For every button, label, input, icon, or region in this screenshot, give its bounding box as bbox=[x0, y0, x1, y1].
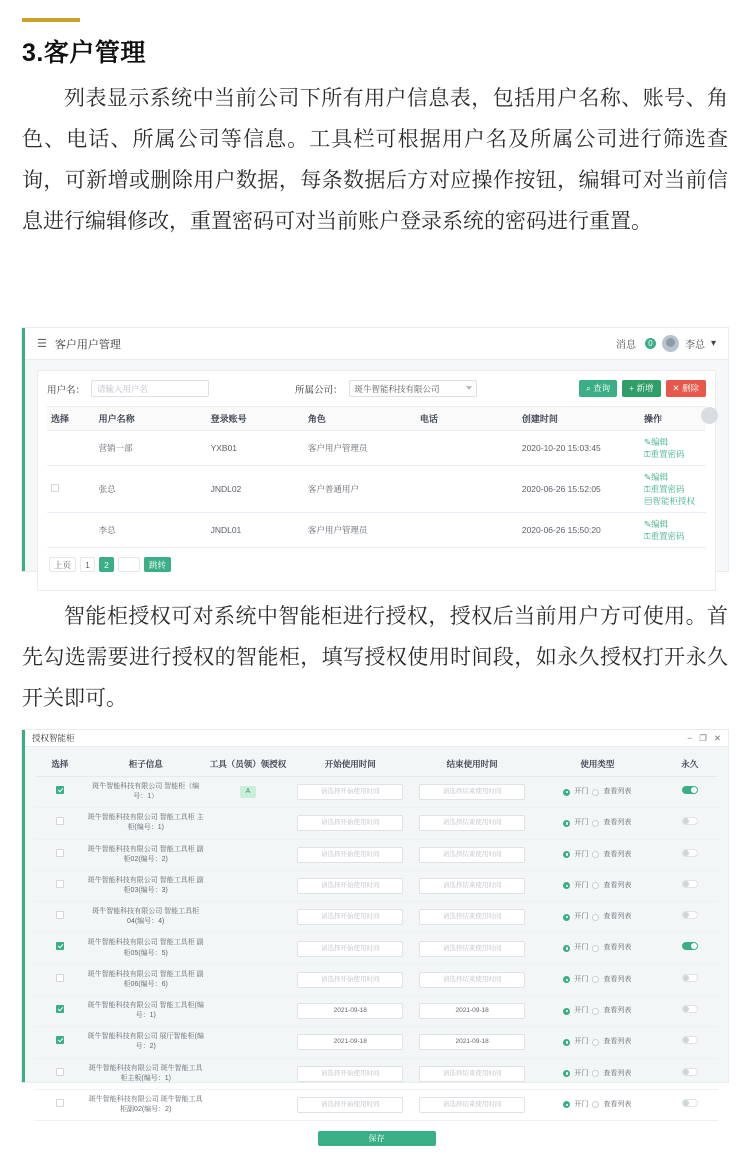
row-select-cell[interactable] bbox=[35, 1089, 85, 1120]
col-end-time: 结束使用时间 bbox=[411, 754, 533, 777]
usage-radio-open[interactable] bbox=[563, 882, 570, 889]
cell-usage bbox=[533, 839, 662, 870]
key-icon: ⚿ bbox=[643, 449, 651, 459]
usage-radio-open[interactable] bbox=[563, 914, 570, 921]
col-permanent: 永久 bbox=[662, 754, 718, 777]
row-checkbox-cell[interactable] bbox=[47, 466, 95, 513]
table-row bbox=[35, 902, 718, 933]
usage-radio-list[interactable] bbox=[592, 1008, 599, 1015]
start-date-input[interactable]: 请选择开始使用时间 bbox=[297, 1097, 403, 1113]
cell-phone bbox=[416, 513, 518, 548]
chevron-down-icon bbox=[466, 386, 472, 390]
col-created: 创建时间 bbox=[518, 407, 640, 431]
usage-radio-list[interactable] bbox=[592, 882, 599, 889]
permanent-toggle[interactable] bbox=[682, 1068, 698, 1076]
usage-radio-open[interactable] bbox=[563, 1070, 570, 1077]
usage-label-list: 查看列表 bbox=[603, 850, 632, 858]
cell-cabinet: 斑牛智能科技有限公司 智能工具柜 副柜02(编号：2) bbox=[85, 839, 207, 870]
cell-start[interactable] bbox=[289, 1089, 411, 1120]
usage-radio-open[interactable] bbox=[563, 851, 570, 858]
usage-radio-list[interactable] bbox=[592, 914, 599, 921]
cell-role: 客户用户管理员 bbox=[304, 431, 416, 466]
usage-label-list: 查看列表 bbox=[603, 1100, 632, 1108]
cell-account: JNDL01 bbox=[207, 513, 304, 548]
start-date-input[interactable]: 请选择开始使用时间 bbox=[297, 878, 403, 894]
cell-usage bbox=[533, 1058, 662, 1089]
cell-cabinet: 斑牛智能科技有限公司 智能工具柜04(编号：4) bbox=[85, 902, 207, 933]
page-1-button[interactable]: 1 bbox=[80, 557, 95, 572]
edit-link[interactable]: ✎编辑 bbox=[643, 472, 669, 482]
row-checkbox-cell[interactable] bbox=[47, 513, 95, 548]
cell-tool-auth[interactable] bbox=[207, 995, 290, 1026]
cell-cabinet: 斑牛智能科技有限公司 展厅智能柜(编号：2) bbox=[85, 1027, 207, 1058]
cell-start[interactable] bbox=[289, 1058, 411, 1089]
cell-phone bbox=[416, 431, 518, 466]
pencil-icon: ✎ bbox=[643, 519, 652, 529]
cell-cabinet: 斑牛智能科技有限公司 智能工具柜 副柜03(编号：3) bbox=[85, 870, 207, 901]
cell-usage bbox=[533, 902, 662, 933]
usage-radio-list[interactable] bbox=[592, 1039, 599, 1046]
permanent-toggle[interactable] bbox=[682, 849, 698, 857]
table-row bbox=[35, 995, 718, 1026]
app-title: 客户用户管理 bbox=[54, 338, 121, 351]
col-account: 登录账号 bbox=[207, 407, 304, 431]
end-date-input[interactable]: 请选择结束使用时间 bbox=[419, 878, 525, 894]
cell-end[interactable] bbox=[411, 808, 533, 839]
usage-radio-list[interactable] bbox=[592, 945, 599, 952]
cell-end[interactable] bbox=[411, 933, 533, 964]
col-select: 选择 bbox=[35, 754, 85, 777]
cell-usage bbox=[533, 1089, 662, 1120]
start-date-input[interactable]: 请选择开始使用时间 bbox=[297, 784, 403, 800]
permanent-toggle[interactable] bbox=[682, 1099, 698, 1107]
reset-password-link[interactable]: ⚿重置密码 bbox=[643, 449, 685, 459]
reset-password-link[interactable]: ⚿重置密码 bbox=[643, 531, 685, 541]
add-button[interactable] bbox=[622, 380, 660, 397]
cell-end[interactable] bbox=[411, 902, 533, 933]
row-checkbox[interactable] bbox=[56, 974, 64, 982]
cell-end[interactable] bbox=[411, 995, 533, 1026]
cell-permanent[interactable] bbox=[662, 870, 718, 901]
table-row bbox=[35, 964, 718, 995]
end-date-input[interactable]: 请选择结束使用时间 bbox=[419, 784, 525, 800]
cell-cabinet: 斑牛智能科技有限公司 智能工具柜(编号：1) bbox=[85, 995, 207, 1026]
page-jump-button[interactable]: 跳转 bbox=[144, 557, 171, 572]
cabinet-auth-link[interactable]: ▤智能柜授权 bbox=[643, 496, 695, 506]
content-card bbox=[37, 370, 716, 591]
usage-label-open: 开门 bbox=[574, 1069, 589, 1077]
cell-end[interactable] bbox=[411, 1027, 533, 1058]
cell-permanent[interactable] bbox=[662, 964, 718, 995]
usage-label-open: 开门 bbox=[574, 819, 589, 827]
usage-radio-list[interactable] bbox=[592, 851, 599, 858]
table-row bbox=[35, 1089, 718, 1120]
cell-cabinet: 斑牛智能科技有限公司 智能工具柜 副柜05(编号：5) bbox=[85, 933, 207, 964]
row-checkbox[interactable] bbox=[56, 880, 64, 888]
close-icon: ✕ bbox=[672, 383, 682, 393]
start-date-input[interactable]: 请选择开始使用时间 bbox=[297, 847, 403, 863]
row-checkbox[interactable] bbox=[51, 484, 59, 492]
usage-label-open: 开门 bbox=[574, 788, 589, 796]
cell-permanent[interactable] bbox=[662, 933, 718, 964]
row-checkbox[interactable] bbox=[56, 849, 64, 857]
cell-tool-auth[interactable] bbox=[207, 1089, 290, 1120]
cell-usage bbox=[533, 964, 662, 995]
cell-ops bbox=[640, 431, 706, 466]
page-jump-input[interactable] bbox=[118, 557, 140, 572]
usage-label-list: 查看列表 bbox=[603, 1038, 632, 1046]
cell-created: 2020-10-20 15:03:45 bbox=[518, 431, 640, 466]
cell-start[interactable] bbox=[289, 1027, 411, 1058]
cell-permanent[interactable] bbox=[662, 902, 718, 933]
cell-account: YXB01 bbox=[207, 431, 304, 466]
company-select-value: 斑牛智能科技有限公司 bbox=[354, 384, 440, 394]
cell-created: 2020-06-26 15:52:05 bbox=[518, 466, 640, 513]
row-checkbox-cell[interactable] bbox=[47, 431, 95, 466]
cell-end[interactable] bbox=[411, 964, 533, 995]
cell-permanent[interactable] bbox=[662, 839, 718, 870]
user-name[interactable]: 李总 bbox=[684, 340, 705, 351]
cell-usage bbox=[533, 1027, 662, 1058]
permanent-toggle[interactable] bbox=[682, 942, 698, 950]
usage-label-open: 开门 bbox=[574, 913, 589, 921]
usage-label-open: 开门 bbox=[574, 944, 589, 952]
usage-radio-list[interactable] bbox=[592, 976, 599, 983]
start-date-input[interactable]: 2021-09-18 bbox=[297, 1034, 403, 1050]
usage-radio-list[interactable] bbox=[592, 820, 599, 827]
cell-start[interactable] bbox=[289, 870, 411, 901]
table-row bbox=[35, 1027, 718, 1058]
cell-start[interactable] bbox=[289, 933, 411, 964]
start-date-input[interactable]: 2021-09-18 bbox=[297, 1003, 403, 1019]
paragraph-2: 智能柜授权可对系统中智能柜进行授权，授权后当前用户方可使用。首先勾选需要进行授权的智能柜，填写授权使用时间段，如永久授权打开永久开关即可。 bbox=[22, 605, 728, 710]
col-start-time: 开始使用时间 bbox=[289, 754, 411, 777]
cell-usage bbox=[533, 933, 662, 964]
cell-start[interactable] bbox=[289, 839, 411, 870]
toolbar-buttons bbox=[579, 380, 706, 397]
cell-cabinet: 斑牛智能科技有限公司 智能工具柜 副柜06(编号：6) bbox=[85, 964, 207, 995]
cell-name: 李总 bbox=[95, 513, 207, 548]
dialog-body bbox=[25, 747, 728, 1154]
end-date-input[interactable]: 2021-09-18 bbox=[419, 1003, 525, 1019]
usage-radio-open[interactable] bbox=[563, 1008, 570, 1015]
maximize-icon[interactable]: ❐ bbox=[699, 732, 707, 743]
start-date-input[interactable]: 请选择开始使用时间 bbox=[297, 815, 403, 831]
table-row bbox=[35, 808, 718, 839]
col-tool-auth: 工具（员领）领授权 bbox=[207, 754, 290, 777]
cell-start[interactable] bbox=[289, 777, 411, 808]
edit-link[interactable]: ✎编辑 bbox=[643, 519, 669, 529]
cell-tool-auth[interactable] bbox=[207, 808, 290, 839]
col-phone: 电话 bbox=[416, 407, 518, 431]
table-row bbox=[35, 933, 718, 964]
end-date-input[interactable]: 请选择结束使用时间 bbox=[419, 1097, 525, 1113]
username-filter-label: 用户名： bbox=[47, 384, 86, 396]
save-row bbox=[35, 1121, 718, 1154]
row-checkbox[interactable] bbox=[56, 1099, 64, 1107]
col-role: 角色 bbox=[304, 407, 416, 431]
usage-label-open: 开门 bbox=[574, 975, 589, 983]
company-filter-label: 所属公司： bbox=[295, 384, 343, 396]
delete-button[interactable] bbox=[666, 380, 707, 397]
dialog-titlebar bbox=[25, 730, 728, 747]
user-table bbox=[47, 406, 706, 548]
cell-ops bbox=[640, 466, 706, 513]
cell-cabinet: 斑牛智能科技有限公司 智能柜（编号：1） bbox=[85, 777, 207, 808]
col-ops: 操作 bbox=[640, 407, 706, 431]
cell-permanent[interactable] bbox=[662, 777, 718, 808]
title-accent-bar bbox=[22, 18, 80, 22]
start-date-input[interactable]: 请选择开始使用时间 bbox=[297, 972, 403, 988]
row-select-cell[interactable] bbox=[35, 1027, 85, 1058]
cell-tool-auth[interactable] bbox=[207, 1027, 290, 1058]
permanent-toggle[interactable] bbox=[682, 1036, 698, 1044]
usage-label-list: 查看列表 bbox=[603, 819, 632, 827]
table-row bbox=[47, 431, 706, 466]
usage-radio-open[interactable] bbox=[563, 976, 570, 983]
key-icon: ⚿ bbox=[643, 484, 651, 494]
usage-radio-list[interactable] bbox=[592, 789, 599, 796]
cell-account: JNDL02 bbox=[207, 466, 304, 513]
usage-radio-open[interactable] bbox=[563, 945, 570, 952]
cell-permanent[interactable] bbox=[662, 808, 718, 839]
page-2-button[interactable]: 2 bbox=[99, 557, 114, 572]
chevron-down-icon[interactable]: ▾ bbox=[710, 338, 716, 349]
usage-label-open: 开门 bbox=[574, 1038, 589, 1046]
cabinet-table bbox=[35, 754, 718, 1121]
start-date-input[interactable]: 请选择开始使用时间 bbox=[297, 909, 403, 925]
usage-radio-open[interactable] bbox=[563, 820, 570, 827]
table-header-row bbox=[47, 407, 706, 431]
cell-cabinet: 斑牛智能科技有限公司 斑牛智能工具柜副02(编号：2) bbox=[85, 1089, 207, 1120]
cell-tool-auth[interactable] bbox=[207, 933, 290, 964]
save-button[interactable]: 保存 bbox=[318, 1131, 436, 1146]
usage-label-open: 开门 bbox=[574, 1100, 589, 1108]
col-usage-type: 使用类型 bbox=[533, 754, 662, 777]
usage-label-list: 查看列表 bbox=[603, 944, 632, 952]
col-name: 用户名称 bbox=[95, 407, 207, 431]
row-checkbox[interactable] bbox=[56, 817, 64, 825]
screenshot-user-management bbox=[22, 328, 728, 571]
usage-radio-open[interactable] bbox=[563, 1101, 570, 1108]
cell-end[interactable] bbox=[411, 839, 533, 870]
row-select-cell[interactable] bbox=[35, 1058, 85, 1089]
cell-tool-auth[interactable] bbox=[207, 839, 290, 870]
edit-link[interactable]: ✎编辑 bbox=[643, 437, 669, 447]
search-button-label: 查询 bbox=[593, 383, 611, 393]
pagination bbox=[47, 548, 706, 582]
permanent-toggle[interactable] bbox=[682, 880, 698, 888]
cell-name: 张总 bbox=[95, 466, 207, 513]
permanent-toggle[interactable] bbox=[682, 817, 698, 825]
cell-tool-auth[interactable] bbox=[207, 777, 290, 808]
plus-icon: + bbox=[629, 383, 637, 393]
usage-label-list: 查看列表 bbox=[603, 975, 632, 983]
cabinet-icon: ▤ bbox=[643, 496, 653, 506]
row-select-cell[interactable] bbox=[35, 870, 85, 901]
app-header bbox=[25, 328, 728, 360]
cell-start[interactable] bbox=[289, 808, 411, 839]
row-select-cell[interactable] bbox=[35, 964, 85, 995]
col-select: 选择 bbox=[47, 407, 95, 431]
usage-radio-open[interactable] bbox=[563, 789, 570, 796]
row-select-cell[interactable] bbox=[35, 839, 85, 870]
app-body bbox=[25, 360, 728, 591]
cell-usage bbox=[533, 808, 662, 839]
row-select-cell[interactable] bbox=[35, 933, 85, 964]
cell-permanent[interactable] bbox=[662, 1027, 718, 1058]
cell-name: 营销一部 bbox=[95, 431, 207, 466]
cell-phone bbox=[416, 466, 518, 513]
row-checkbox[interactable] bbox=[56, 1005, 64, 1013]
close-icon[interactable]: ✕ bbox=[713, 732, 721, 743]
table-row bbox=[47, 466, 706, 513]
filter-toolbar bbox=[47, 380, 706, 397]
row-select-cell[interactable] bbox=[35, 902, 85, 933]
cell-end[interactable] bbox=[411, 1058, 533, 1089]
row-checkbox[interactable] bbox=[56, 942, 64, 950]
avatar bbox=[662, 335, 679, 352]
pencil-icon: ✎ bbox=[643, 437, 652, 447]
username-input[interactable]: 请输入用户名 bbox=[91, 380, 209, 397]
usage-label-list: 查看列表 bbox=[603, 881, 632, 889]
permanent-toggle[interactable] bbox=[682, 974, 698, 982]
end-date-input[interactable]: 请选择结束使用时间 bbox=[419, 847, 525, 863]
add-button-label: 新增 bbox=[636, 383, 654, 393]
usage-radio-list[interactable] bbox=[592, 1070, 599, 1077]
cell-created: 2020-06-26 15:50:20 bbox=[518, 513, 640, 548]
row-select-cell[interactable] bbox=[35, 777, 85, 808]
usage-radio-open[interactable] bbox=[563, 1039, 570, 1046]
cell-usage bbox=[533, 777, 662, 808]
search-icon: ⌕ bbox=[586, 383, 594, 393]
row-checkbox[interactable] bbox=[56, 911, 64, 919]
message-label[interactable]: 消息 bbox=[615, 340, 636, 351]
cell-tool-auth[interactable] bbox=[207, 870, 290, 901]
start-date-input[interactable]: 请选择开始使用时间 bbox=[297, 1066, 403, 1082]
permanent-toggle[interactable] bbox=[682, 786, 698, 794]
window-buttons bbox=[687, 733, 721, 744]
usage-label-list: 查看列表 bbox=[603, 1007, 632, 1015]
row-checkbox[interactable] bbox=[56, 1036, 64, 1044]
cell-end[interactable] bbox=[411, 1089, 533, 1120]
row-select-cell[interactable] bbox=[35, 995, 85, 1026]
usage-label-list: 查看列表 bbox=[603, 1069, 632, 1077]
end-date-input[interactable]: 请选择结束使用时间 bbox=[419, 941, 525, 957]
cell-end[interactable] bbox=[411, 870, 533, 901]
permanent-toggle[interactable] bbox=[682, 911, 698, 919]
minimize-icon[interactable]: − bbox=[687, 732, 693, 743]
cell-permanent[interactable] bbox=[662, 1089, 718, 1120]
cell-start[interactable] bbox=[289, 964, 411, 995]
end-date-input[interactable]: 请选择结束使用时间 bbox=[419, 909, 525, 925]
cell-permanent[interactable] bbox=[662, 1058, 718, 1089]
hamburger-icon[interactable]: ☰ bbox=[37, 338, 47, 350]
key-icon: ⚿ bbox=[643, 531, 651, 541]
permanent-toggle[interactable] bbox=[682, 1005, 698, 1013]
end-date-input[interactable]: 请选择结束使用时间 bbox=[419, 815, 525, 831]
usage-label-open: 开门 bbox=[574, 850, 589, 858]
cell-role: 客户普通用户 bbox=[304, 466, 416, 513]
usage-label-open: 开门 bbox=[574, 881, 589, 889]
col-cabinet-info: 柜子信息 bbox=[85, 754, 207, 777]
reset-password-link[interactable]: ⚿重置密码 bbox=[643, 484, 685, 494]
message-badge: 0 bbox=[645, 338, 656, 349]
cell-start[interactable] bbox=[289, 995, 411, 1026]
cell-role: 客户用户管理员 bbox=[304, 513, 416, 548]
row-checkbox[interactable] bbox=[56, 786, 64, 794]
prev-page-button[interactable]: 上页 bbox=[49, 557, 76, 572]
cell-start[interactable] bbox=[289, 902, 411, 933]
paragraph-1: 列表显示系统中当前公司下所有用户信息表，包括用户名称、账号、角色、电话、所属公司等信息。工具栏可根据用户名及所属公司进行筛选查询，可新增或删除用户数据，每条数据后方对应操作按钮，编辑可对当前信息进行编辑修改，重置密码可对当前账户登录系统的密码进行重置。 bbox=[22, 87, 728, 233]
end-date-input[interactable]: 请选择结束使用时间 bbox=[419, 972, 525, 988]
cell-end[interactable] bbox=[411, 777, 533, 808]
tool-tag: A bbox=[240, 786, 257, 798]
cell-tool-auth[interactable] bbox=[207, 902, 290, 933]
cell-cabinet: 斑牛智能科技有限公司 智能工具柜 主柜(编号：1) bbox=[85, 808, 207, 839]
usage-label-list: 查看列表 bbox=[603, 788, 632, 796]
usage-radio-list[interactable] bbox=[592, 1101, 599, 1108]
company-select[interactable] bbox=[349, 380, 477, 397]
start-date-input[interactable]: 请选择开始使用时间 bbox=[297, 941, 403, 957]
pencil-icon: ✎ bbox=[643, 472, 652, 482]
table-row bbox=[35, 839, 718, 870]
table-row bbox=[35, 870, 718, 901]
screenshot-cabinet-authorization bbox=[22, 730, 728, 1144]
cell-usage bbox=[533, 995, 662, 1026]
table-row bbox=[47, 513, 706, 548]
scroll-thumb[interactable] bbox=[701, 407, 718, 424]
cell-tool-auth[interactable] bbox=[207, 964, 290, 995]
cell-cabinet: 斑牛智能科技有限公司 斑牛智能工具柜主板(编号：1) bbox=[85, 1058, 207, 1089]
cell-tool-auth[interactable] bbox=[207, 1058, 290, 1089]
cell-ops bbox=[640, 513, 706, 548]
delete-button-label: 删除 bbox=[681, 383, 699, 393]
table-row bbox=[35, 1058, 718, 1089]
search-button[interactable] bbox=[579, 380, 617, 397]
table-row bbox=[35, 777, 718, 808]
table-header-row bbox=[35, 754, 718, 777]
dialog-title: 授权智能柜 bbox=[32, 733, 75, 743]
row-checkbox[interactable] bbox=[56, 1068, 64, 1076]
usage-label-open: 开门 bbox=[574, 1007, 589, 1015]
page-title: 3.客户管理 bbox=[22, 39, 146, 67]
usage-label-list: 查看列表 bbox=[603, 913, 632, 921]
row-select-cell[interactable] bbox=[35, 808, 85, 839]
cell-usage bbox=[533, 870, 662, 901]
end-date-input[interactable]: 2021-09-18 bbox=[419, 1034, 525, 1050]
cell-permanent[interactable] bbox=[662, 995, 718, 1026]
end-date-input[interactable]: 请选择结束使用时间 bbox=[419, 1066, 525, 1082]
header-right-group bbox=[616, 335, 716, 352]
